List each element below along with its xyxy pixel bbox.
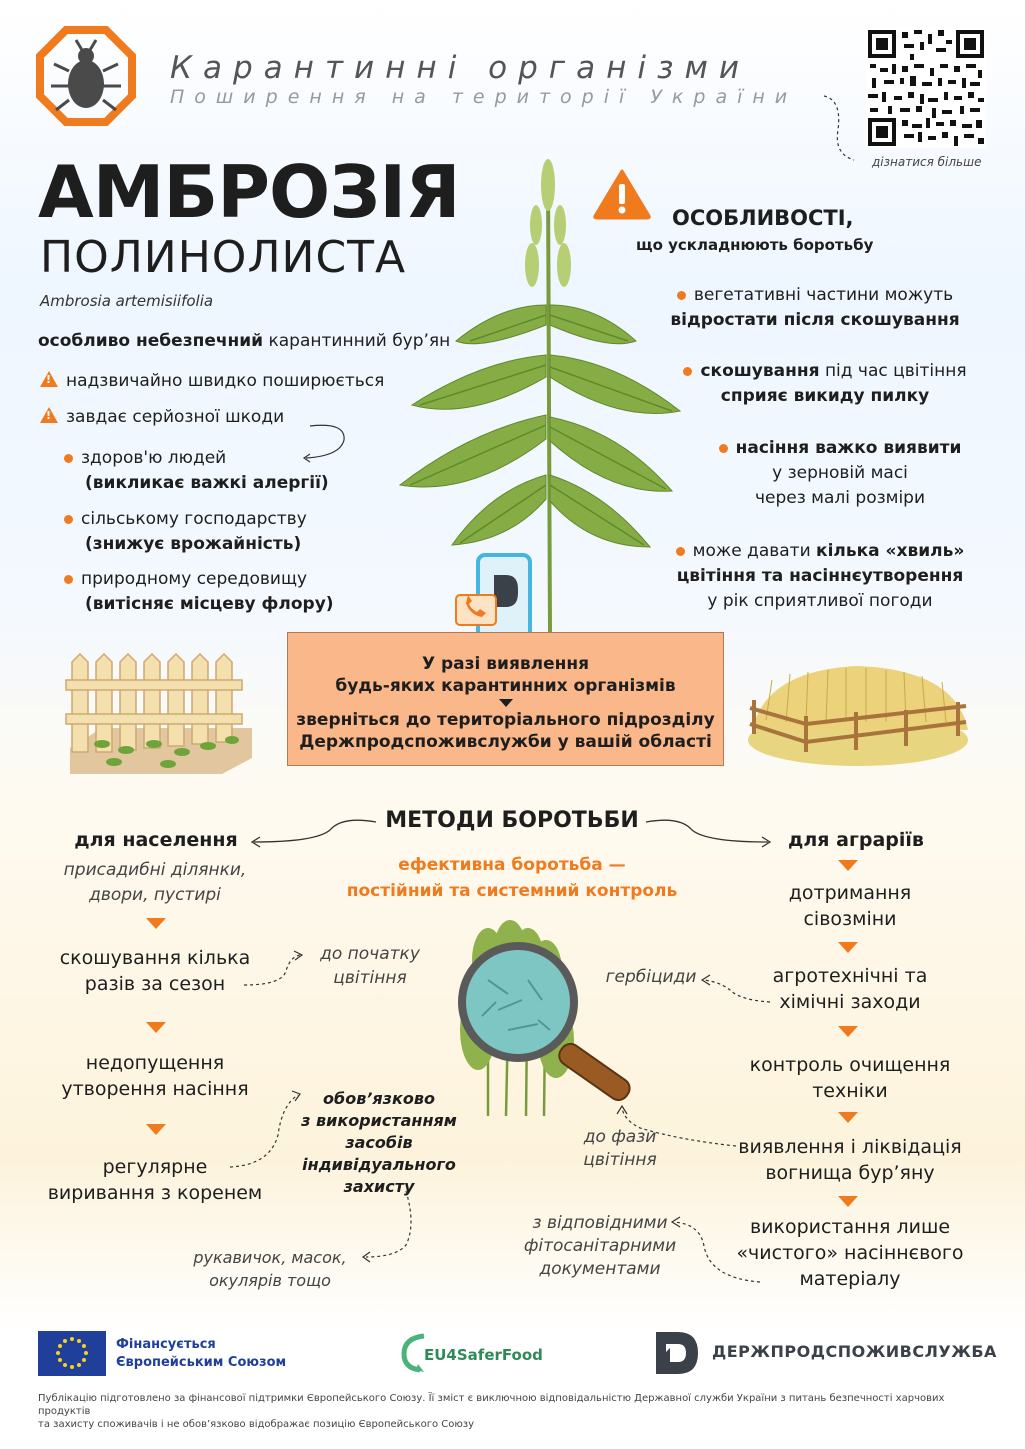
danger-status: особливо небезпечний карантинний бур’ян	[38, 331, 451, 351]
methods-title: МЕТОДИ БОРОТЬБИ	[385, 808, 639, 833]
note-ppe: рукавичок, масок, окулярів тощо	[193, 1248, 347, 1290]
arrow-down-icon	[146, 918, 166, 929]
note-documents: з відповідними фітосанітарними документами	[523, 1213, 677, 1279]
ragweed-plant-illustration	[360, 155, 690, 645]
dashed-arrows-left	[220, 945, 420, 1265]
latin-name: Ambrosia artemisiifolia	[40, 292, 214, 310]
warning-damage: !завдає серйозної шкоди	[40, 407, 284, 427]
series-subtitle: Поширення на території України	[170, 86, 798, 108]
page-title: АМБРОЗІЯ	[38, 150, 460, 234]
agency-logo	[652, 1328, 702, 1378]
disclaimer: Публікацію підготовлено за фінансової підтримки Європейського Союзу. Її зміст є виключною відповідальністю Державної служби України з питань безпечності харчових продуктів та захисту споживачів і не обов’язково відображає позицію Європейського Союзу	[38, 1393, 945, 1430]
agrarians-title: для аграріїв	[788, 829, 924, 851]
bullet-icon	[683, 367, 692, 376]
agr-chemical: агротехнічні та хімічні заходи	[772, 965, 928, 1013]
contact-box: У разі виявлення будь-яких карантинних організмів зверніться до територіального підрозділу Держпродспоживслужби у вашій області	[287, 632, 724, 766]
qr-caption: дізнатися більше	[872, 155, 982, 169]
agr-cleaning: контроль очищення техніки	[749, 1054, 951, 1102]
beetle-stop-icon	[36, 26, 136, 126]
eu-flag-icon	[38, 1331, 106, 1376]
agr-rotation: дотримання сівозміни	[788, 882, 912, 930]
methods-slogan: ефективна боротьба — постійний та системний контроль	[346, 855, 678, 901]
agency-name: ДЕРЖПРОДСПОЖИВСЛУЖБА	[712, 1342, 997, 1361]
warning-icon	[40, 407, 58, 423]
harm-nature: природному середовищу (витісняє місцеву флору)	[64, 567, 334, 617]
eu4saferfood-text: EU4SaferFood	[424, 1346, 543, 1364]
methods-arrows	[246, 810, 776, 850]
agr-detection: виявлення і ліквідація вогнища бур’яну	[738, 1136, 962, 1184]
arrow-down-icon	[838, 942, 858, 953]
feature-pollen: скошування під час цвітіння сприяє викиду пилку	[660, 359, 990, 409]
wheat-field-illustration	[746, 660, 976, 770]
arrow-down-icon	[146, 1022, 166, 1033]
dashed-arrows-right	[600, 960, 820, 1290]
agr-clean-seeds: використання лише «чистого» насіннєвого матеріалу	[736, 1216, 964, 1290]
population-note: присадибні ділянки, двори, пустирі	[63, 860, 247, 905]
garden-fence-illustration	[62, 648, 262, 778]
warning-icon	[40, 371, 58, 387]
feature-seeds: насіння важко виявити у зерновій масі через малі розміри	[690, 436, 990, 511]
features-subtitle: що ускладнюють боротьбу	[636, 236, 874, 254]
qr-code[interactable]	[866, 28, 986, 148]
bullet-icon	[676, 547, 685, 556]
arrow-to-qr	[820, 90, 860, 170]
arrow-down-icon	[838, 1112, 858, 1123]
arrow-down-icon	[499, 699, 513, 707]
arrow-down-icon	[838, 1196, 858, 1207]
bullet-icon	[64, 454, 73, 463]
note-phase: до фази цвітіння	[583, 1127, 657, 1170]
bullet-icon	[719, 444, 728, 453]
series-title: Карантинні організми	[170, 50, 750, 86]
pop-mowing: скошування кілька разів за сезон	[59, 947, 251, 995]
pop-no-seeds: недопущення утворення насіння	[61, 1052, 249, 1100]
bullet-icon	[677, 291, 686, 300]
arrow-down-icon	[146, 1124, 166, 1135]
features-title: ОСОБЛИВОСТІ,	[672, 206, 854, 230]
bullet-icon	[64, 515, 73, 524]
population-title: для населення	[74, 829, 238, 851]
pop-uprooting: регулярне виривання з коренем	[47, 1156, 263, 1204]
bullet-icon	[64, 575, 73, 584]
harm-health: здоров'ю людей (викликає важкі алергії)	[64, 446, 329, 496]
harm-agriculture: сільському господарству (знижує врожайність)	[64, 507, 307, 557]
note-protection: обов’язково з використанням засобів індивідуального захисту	[301, 1089, 457, 1196]
feature-regrow: вегетативні частини можуть відростати після скошування	[670, 285, 960, 330]
note-herbicides: гербіциди	[605, 967, 697, 987]
eu-funding-text: Фінансується Європейським Союзом	[116, 1337, 287, 1370]
arrow-down-icon	[838, 860, 858, 871]
arrow-down-icon	[838, 1026, 858, 1037]
feature-waves: може давати кілька «хвиль» цвітіння та насіннєутворення у рік сприятливої погоди	[676, 541, 965, 611]
warning-icon	[592, 168, 652, 220]
note-before-flowering: до початку цвітіння	[320, 944, 420, 988]
warning-spread: !надзвичайно швидко поширюється	[40, 371, 384, 391]
page-subtitle: ПОЛИНОЛИСТА	[40, 232, 407, 283]
